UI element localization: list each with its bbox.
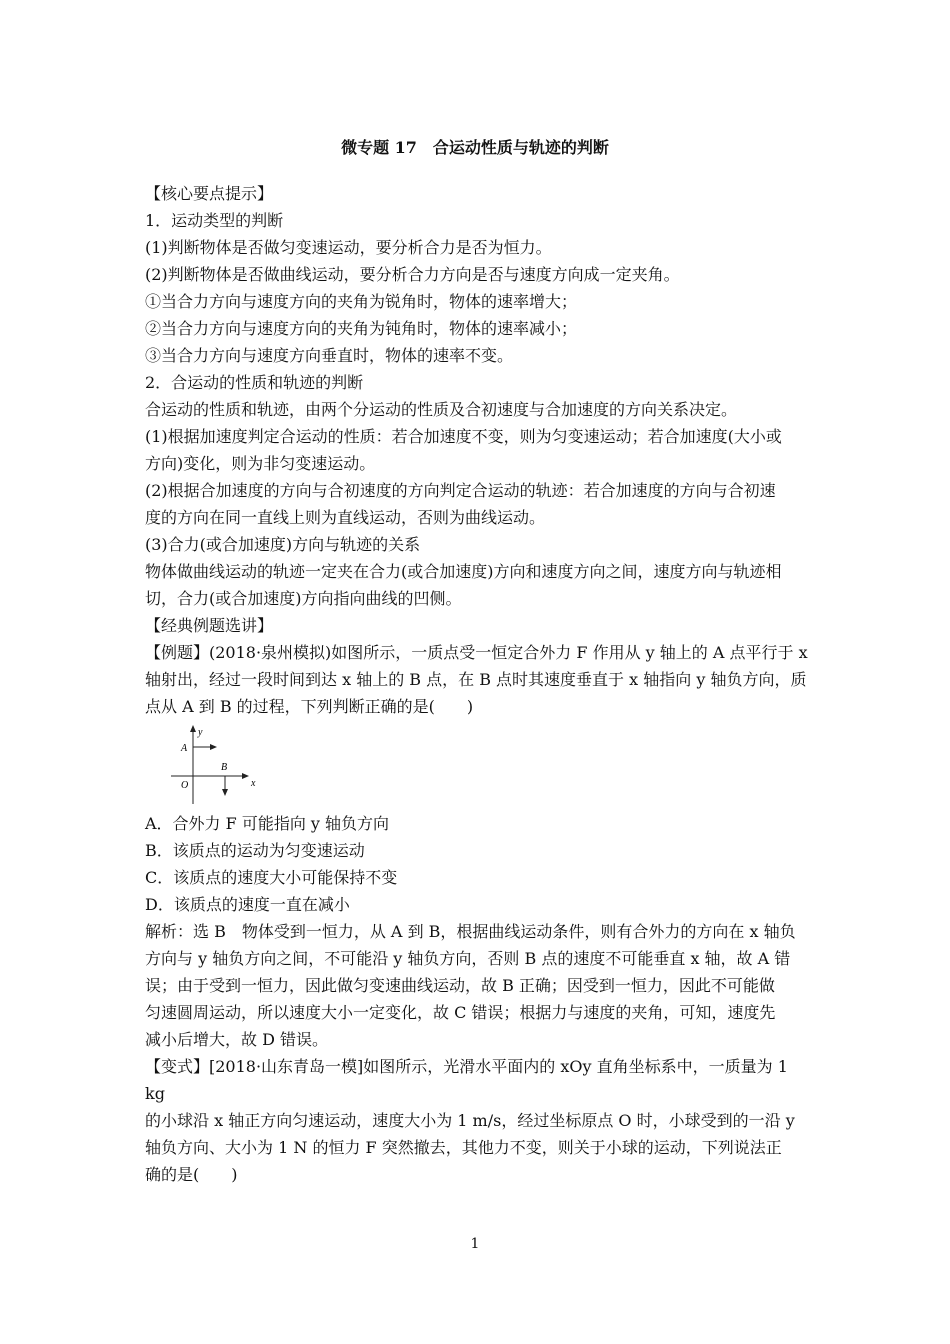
paragraph: ①当合力方向与速度方向的夹角为锐角时，物体的速率增大； [145,292,578,311]
option-b: B．该质点的运动为匀变速运动 [145,841,365,860]
example-text: 轴射出，经过一段时间到达 x 轴上的 B 点，在 B 点时其速度垂直于 x 轴指向 y 轴负方向，质 [145,670,807,689]
paragraph: 物体做曲线运动的轨迹一定夹在合力(或合加速度)方向和速度方向之间，速度方向与轨迹相 [145,562,782,581]
paragraph: 2．合运动的性质和轨迹的判断 [145,373,364,392]
variant-text: 确的是( ) [145,1165,238,1184]
x-axis-arrow [242,773,249,779]
variant-text: 的小球沿 x 轴正方向匀速运动，速度大小为 1 m/s，经过坐标原点 O 时，小球受到的一沿 y [145,1111,795,1130]
paragraph: (3)合力(或合加速度)方向与轨迹的关系 [145,535,421,554]
option-d: D．该质点的速度一直在减小 [145,895,350,914]
point-b-label: B [221,762,228,773]
paragraph: (2)判断物体是否做曲线运动，要分析合力方向是否与速度方向成一定夹角。 [145,265,680,284]
x-label: x [251,778,256,789]
origin-label: O [181,780,189,791]
analysis-text: 匀速圆周运动，所以速度大小一定变化，故 C 错误；根据力与速度的夹角，可知，速度先 [145,1003,776,1022]
option-c: C．该质点的速度大小可能保持不变 [145,868,398,887]
paragraph: ②当合力方向与速度方向的夹角为钝角时，物体的速率减小； [145,319,578,338]
paragraph: 合运动的性质和轨迹，由两个分运动的性质及合初速度与合加速度的方向关系决定。 [145,400,738,419]
variant-text: 轴负方向、大小为 1 N 的恒力 F 突然撤去，其他力不变，则关于小球的运动，下列说法正 [145,1138,782,1157]
paragraph: (2)根据合加速度的方向与合初速度的方向判定合运动的轨迹：若合加速度的方向与合初速 [145,481,776,500]
analysis-text: 解析：选 B 物体受到一恒力，从 A 到 B，根据曲线运动条件，则有合外力的方向在 x 轴负 [145,922,796,941]
paragraph: 切，合力(或合加速度)方向指向曲线的凹侧。 [145,589,462,608]
page-number: 1 [470,1236,480,1252]
example-text: 点从 A 到 B 的过程，下列判断正确的是( ) [145,697,474,716]
section-header-examples: 【经典例题选讲】 [145,616,274,635]
paragraph: 1．运动类型的判断 [145,211,284,230]
variant-text: 【变式】[2018·山东青岛一模]如图所示，光滑水平面内的 xOy 直角坐标系中，一质量为 1 kg [145,1057,788,1103]
point-a-label: A [181,743,188,754]
y-label: y [198,727,203,738]
page-title: 微专题 17 合运动性质与轨迹的判断 [341,138,609,157]
paragraph: 方向)变化，则为非匀变速运动。 [145,454,376,473]
paragraph: (1)根据加速度判定合运动的性质：若合加速度不变，则为匀变速运动；若合加速度(大小或 [145,427,782,446]
paragraph: (1)判断物体是否做匀变速运动，要分析合力是否为恒力。 [145,238,552,257]
velocity-b-arrowhead [222,789,228,796]
section-header-key-points: 【核心要点提示】 [145,184,274,203]
coordinate-diagram [165,724,265,804]
paragraph: 度的方向在同一直线上则为直线运动，否则为曲线运动。 [145,508,546,527]
coordinate-figure [165,724,265,804]
analysis-text: 误；由于受到一恒力，因此做匀变速曲线运动，故 B 正确；因受到一恒力，因此不可能做 [145,976,775,995]
velocity-a-arrowhead [210,744,217,750]
paragraph: ③当合力方向与速度方向垂直时，物体的速率不变。 [145,346,514,365]
document-body [145,180,810,1188]
analysis-text: 方向与 y 轴负方向之间，不可能沿 y 轴负方向，否则 B 点的速度不可能垂直 x 轴，故 A 错 [145,949,791,968]
option-a: A．合外力 F 可能指向 y 轴负方向 [145,814,390,833]
example-text: 【例题】(2018·泉州模拟)如图所示，一质点受一恒定合外力 F 作用从 y 轴上的 A 点平行于 x [145,643,808,662]
analysis-text: 减小后增大，故 D 错误。 [145,1030,329,1049]
y-axis-arrow [190,725,196,732]
